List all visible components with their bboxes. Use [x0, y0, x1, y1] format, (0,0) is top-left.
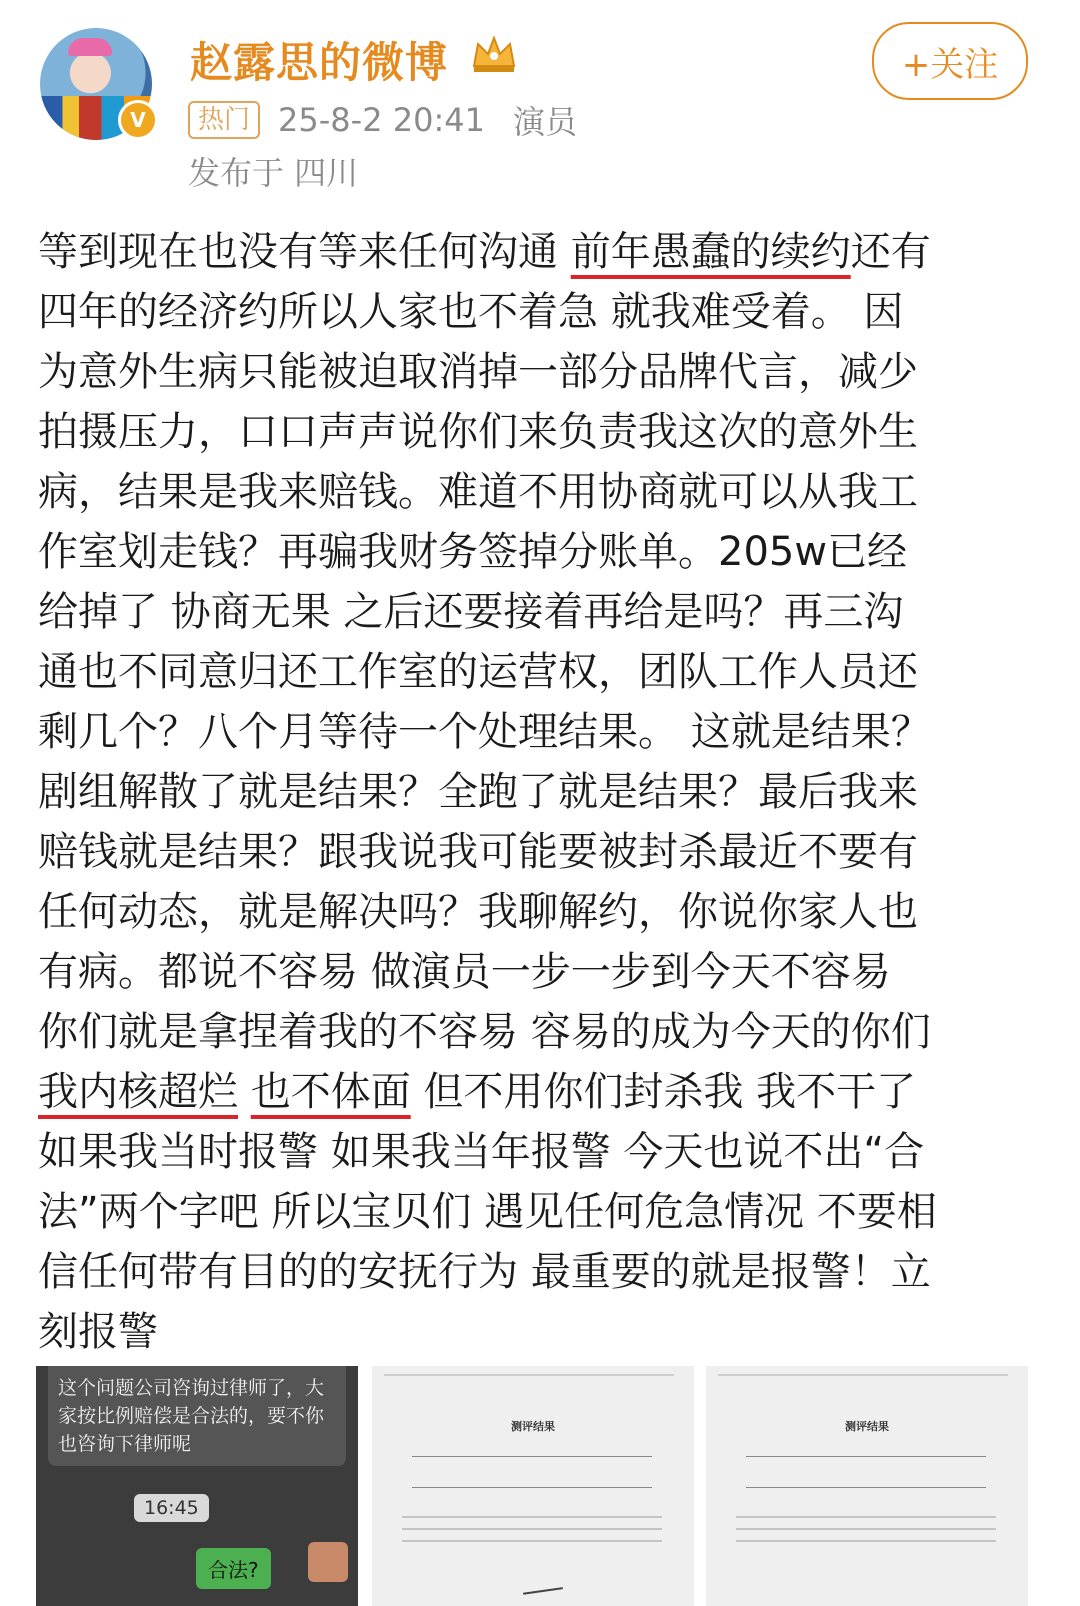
post-line: 作室划走钱？再骗我财务签掉分账单。205w已经 [38, 529, 908, 575]
post-text-segment: 等到现在也没有等来任何沟通 [38, 229, 571, 275]
post-text-segment: 但不用你们封杀我 我不干了 [410, 1069, 917, 1115]
post-timestamp: 25-8-2 20:41 [278, 101, 485, 139]
highlighted-text: 也不体面 [250, 1069, 411, 1115]
post-line: 拍摄压力，口口声声说你们来负责我这次的意外生 [38, 409, 918, 455]
post-line: 四年的经济约所以人家也不着急 就我难受着。 因 [38, 289, 904, 335]
post-line: 任何动态，就是解决吗？我聊解约，你说你家人也 [38, 889, 918, 935]
post-line: 赔钱就是结果？跟我说我可能要被封杀最近不要有 [38, 829, 918, 875]
post-line: 剧组解散了就是结果？全跑了就是结果？最后我来 [38, 769, 918, 815]
post-line: 剩几个？八个月等待一个处理结果。 这就是结果？ [38, 709, 931, 755]
document-header-line [718, 1374, 1008, 1376]
chat-message: 这个问题公司咨询过律师了，大家按比例赔偿是合法的，要不你也咨询下律师呢 [48, 1366, 346, 1466]
post-line: 通也不同意归还工作室的运营权，团队工作人员还 [38, 649, 918, 695]
chat-reply: 合法? [196, 1548, 271, 1589]
image-thumbnail-document[interactable] [372, 1366, 694, 1606]
post-line: 为意外生病只能被迫取消掉一部分品牌代言，减少 [38, 349, 918, 395]
post-line: 给掉了 协商无果 之后还要接着再给是吗？再三沟 [38, 589, 904, 635]
highlighted-text: 前年愚蠢的续约 [570, 229, 851, 275]
post-line: 刻报警 [38, 1309, 158, 1355]
post-line: 如果我当时报警 如果我当年报警 今天也说不出“合 [38, 1129, 925, 1175]
post-line [38, 222, 1048, 282]
document-text [402, 1516, 662, 1552]
document-title: 测评结果 [511, 1420, 555, 1433]
follow-button[interactable]: +关注 [872, 22, 1028, 100]
document-header-line [384, 1374, 674, 1376]
post-body [38, 222, 1048, 1362]
post-line: 你们就是拿捏着我的不容易 容易的成为今天的你们 [38, 1009, 931, 1055]
image-thumbnail-chat[interactable] [36, 1366, 358, 1606]
document-text [736, 1516, 996, 1552]
hot-tag: 热门 [188, 101, 260, 139]
document-table [412, 1456, 652, 1488]
chat-avatar [308, 1542, 348, 1582]
user-role: 演员 [512, 103, 577, 141]
post-meta [188, 98, 577, 142]
post-line [38, 1062, 1048, 1122]
post-line: 病，结果是我来赔钱。难道不用协商就可以从我工 [38, 469, 918, 515]
document-signature [521, 1573, 563, 1594]
post-line: 有病。都说不容易 做演员一步一步到今天不容易 [38, 949, 891, 995]
document-table [746, 1456, 986, 1488]
post-text-segment: 还有 [850, 229, 931, 275]
post-text-segment [238, 1069, 251, 1115]
image-thumbnail-document[interactable] [706, 1366, 1028, 1606]
post-line: 信任何带有目的的安抚行为 最重要的就是报警！立 [38, 1249, 931, 1295]
crown-icon [468, 32, 520, 76]
username[interactable]: 赵露思的微博 [190, 38, 449, 87]
highlighted-text: 我内核超烂 [38, 1069, 238, 1115]
verified-badge-icon: V [118, 100, 158, 140]
post-location: 发布于 四川 [188, 154, 359, 192]
avatar-hat [68, 38, 112, 56]
document-title: 测评结果 [845, 1420, 889, 1433]
post-line: 法”两个字吧 所以宝贝们 遇见任何危急情况 不要相 [38, 1189, 937, 1235]
chat-timestamp: 16:45 [134, 1494, 209, 1522]
